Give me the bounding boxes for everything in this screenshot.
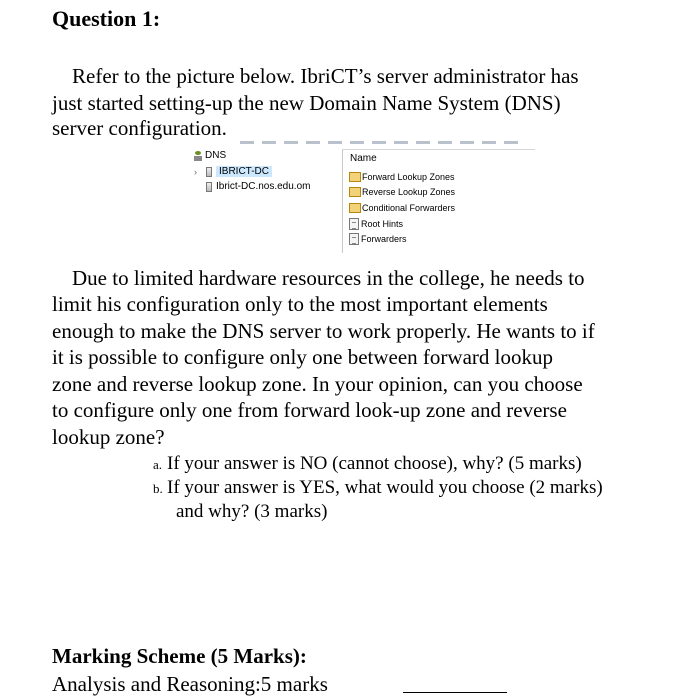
server-icon [206, 167, 212, 177]
document-icon [349, 218, 359, 230]
list-item-reverse-lookup-zones[interactable] [349, 187, 455, 197]
tree-item-label: Ibrict-DC.nos.edu.om [216, 181, 311, 192]
list-item-a [153, 452, 582, 477]
body-line-3: enough to make the DNS server to work properly. He wants to if [52, 319, 595, 343]
marking-scheme-title: Marking Scheme (5 Marks): [52, 644, 307, 668]
chevron-right-icon[interactable]: › [194, 166, 197, 177]
tree-item-label: IBRICT-DC [216, 166, 272, 177]
item-text: If your answer is NO (cannot choose), why? (5 marks) [167, 453, 582, 474]
list-item-b [153, 476, 603, 501]
body-line-1: Due to limited hardware resources in the college, he needs to [72, 266, 585, 290]
column-header-name[interactable]: Name [350, 153, 377, 164]
intro-line-3: server configuration. [52, 116, 227, 140]
pane-divider [342, 149, 343, 253]
intro-line-1: Refer to the picture below. IbriCT’s server administrator has [72, 64, 579, 88]
list-item-forward-lookup-zones[interactable] [349, 172, 455, 182]
question-title: Question 1: [52, 6, 161, 31]
body-line-4: it is possible to configure only one between forward lookup [52, 345, 553, 369]
body-line-6: to configure only one from forward look-up zone and reverse [52, 398, 567, 422]
folder-icon [349, 203, 361, 213]
tree-item-server-2[interactable] [206, 181, 310, 192]
folder-icon [349, 187, 361, 197]
toolbar-strip [240, 141, 520, 144]
item-text: If your answer is YES, what would you choose (2 marks) [167, 477, 603, 498]
list-item-root-hints[interactable] [349, 218, 403, 230]
folder-icon [349, 172, 361, 182]
list-marker: a. [153, 457, 163, 472]
list-item-label: Conditional Forwarders [362, 203, 456, 213]
dns-manager-screenshot [190, 141, 535, 253]
server-icon [206, 182, 212, 192]
list-marker: b. [153, 481, 163, 496]
tree-item-dns[interactable] [194, 150, 226, 161]
body-line-2: limit his configuration only to the most important elements [52, 292, 548, 316]
intro-line-2: just started setting-up the new Domain Name System (DNS) [52, 91, 561, 115]
list-item-label: Reverse Lookup Zones [362, 187, 456, 197]
list-item-forwarders[interactable] [349, 233, 407, 245]
list-item-label: Root Hints [361, 219, 404, 229]
answer-blank-line [403, 692, 507, 693]
document-icon [349, 233, 359, 245]
body-line-7: lookup zone? [52, 425, 165, 449]
dns-icon [194, 151, 202, 161]
marking-criteria: Analysis and Reasoning:5 marks [52, 672, 328, 696]
tree-item-label: DNS [205, 150, 227, 161]
header-line [342, 149, 535, 150]
list-item-label: Forwarders [361, 234, 407, 244]
list-item-conditional-forwarders[interactable] [349, 203, 455, 213]
tree-item-server-1[interactable] [194, 166, 272, 177]
body-line-5: zone and reverse lookup zone. In your opinion, can you choose [52, 372, 583, 396]
list-item-label: Forward Lookup Zones [362, 172, 455, 182]
list-item-b-continuation: and why? (3 marks) [176, 501, 328, 522]
